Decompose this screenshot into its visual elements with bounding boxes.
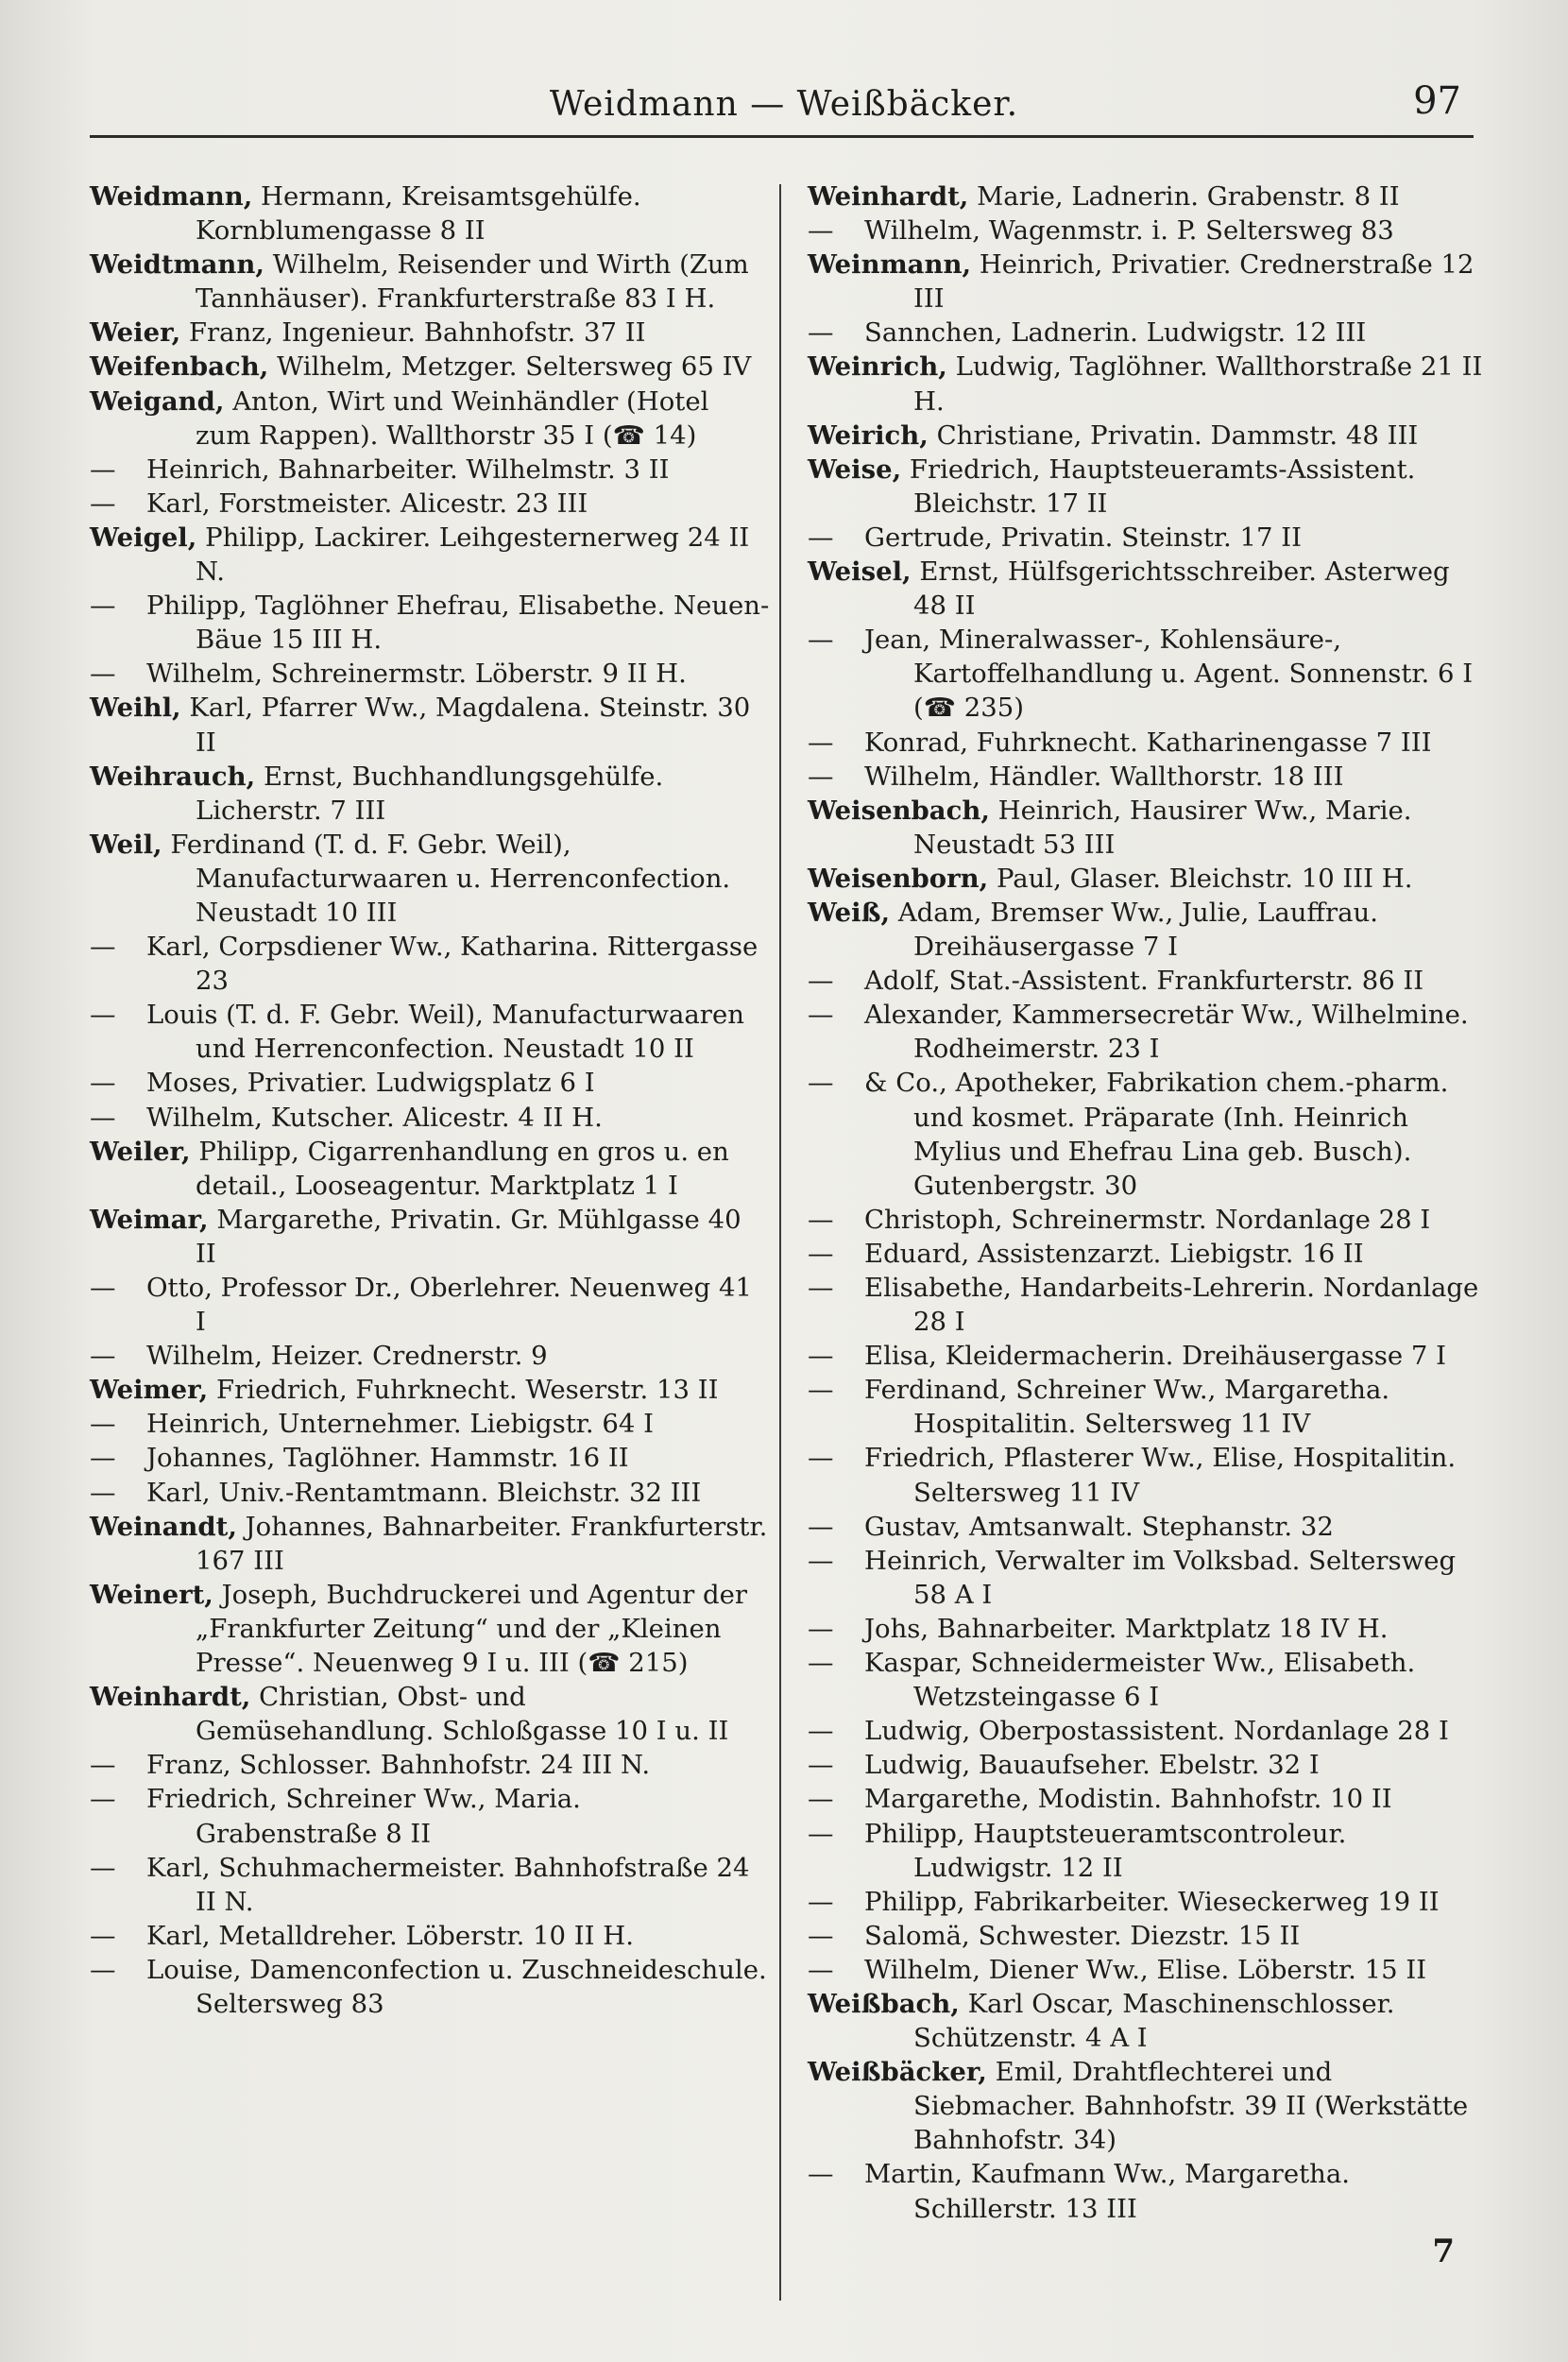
- directory-entry: [808, 2055, 1488, 2157]
- entry-text: Christiane, Privatin. Dammstr. 48 III: [936, 419, 1419, 451]
- directory-entry: [90, 1407, 770, 1441]
- ditto-dash: —: [808, 1750, 834, 1781]
- directory-entry: [808, 1646, 1488, 1714]
- directory-entry: [90, 691, 770, 759]
- directory-entry: [808, 2157, 1488, 2225]
- directory-entry: [808, 1271, 1488, 1339]
- ditto-dash: —: [808, 522, 834, 553]
- entry-surname: Weier,: [90, 317, 181, 349]
- entry-text: Wilhelm, Diener Ww., Elise. Löberstr. 15 II: [864, 1954, 1427, 1985]
- ditto-dash: —: [808, 1273, 834, 1303]
- entry-text: Hermann, Kreisamtsgehülfe. Kornblumengasse 8 II: [196, 181, 641, 247]
- entry-surname: Weinrich,: [808, 351, 947, 383]
- directory-entry: [90, 1373, 770, 1407]
- directory-entry: [808, 419, 1488, 453]
- directory-entry: [90, 453, 770, 487]
- entry-text: Johannes, Bahnarbeiter. Frankfurterstr. 167 III: [196, 1511, 768, 1576]
- directory-entry: [808, 453, 1488, 521]
- directory-entry: [808, 1544, 1488, 1612]
- entry-text: Moses, Privatier. Ludwigsplatz 6 I: [146, 1068, 595, 1099]
- entry-text: Ernst, Buchhandlungsgehülfe. Licherstr. 7 III: [196, 761, 664, 826]
- entry-surname: Weirich,: [808, 419, 929, 451]
- entry-text: Ferdinand, Schreiner Ww., Margaretha. Hospitalitin. Seltersweg 11 IV: [864, 1375, 1390, 1440]
- entry-surname: Weigand,: [90, 385, 225, 417]
- ditto-dash: —: [808, 1716, 834, 1747]
- ditto-dash: —: [808, 1784, 834, 1815]
- entry-text: Wilhelm, Reisender und Wirth (Zum Tannhäuser). Frankfurterstraße 83 I H.: [196, 249, 749, 315]
- directory-entry: [808, 794, 1488, 862]
- entry-text: Philipp, Taglöhner Ehefrau, Elisabethe. Neuen-Bäue 15 III H.: [146, 590, 770, 656]
- directory-entry: [808, 1885, 1488, 1919]
- ditto-dash: —: [808, 1511, 834, 1542]
- entry-text: Adolf, Stat.-Assistent. Frankfurterstr. 86 II: [864, 966, 1424, 997]
- entry-text: Gustav, Amtsanwalt. Stephanstr. 32: [864, 1511, 1334, 1542]
- entry-text: Heinrich, Verwalter im Volksbad. Seltersweg 58 A I: [864, 1545, 1457, 1610]
- entry-text: Sannchen, Ladnerin. Ludwigstr. 12 III: [864, 317, 1367, 349]
- entry-text: Louis (T. d. F. Gebr. Weil), Manufacturwaaren und Herrenconfection. Neustadt 10 II: [146, 1000, 744, 1065]
- directory-entry: [90, 1066, 770, 1100]
- directory-entry: [808, 896, 1488, 964]
- ditto-dash: —: [90, 1443, 116, 1474]
- directory-entry: [808, 998, 1488, 1066]
- entry-text: Wilhelm, Metzger. Seltersweg 65 IV: [277, 351, 752, 383]
- entry-text: Johannes, Taglöhner. Hammstr. 16 II: [146, 1443, 629, 1474]
- entry-text: Adam, Bremser Ww., Julie, Lauffrau. Dreihäusergasse 7 I: [897, 897, 1378, 963]
- entry-surname: Weiß,: [808, 897, 891, 928]
- directory-entry: [90, 1203, 770, 1271]
- directory-entry: [90, 180, 770, 248]
- ditto-dash: —: [90, 1750, 116, 1781]
- directory-entry: [90, 1953, 770, 2021]
- directory-entry: [808, 248, 1488, 316]
- signature-mark: 7: [1432, 2233, 1455, 2270]
- ditto-dash: —: [808, 1613, 834, 1644]
- ditto-dash: —: [90, 659, 116, 690]
- entry-text: Paul, Glaser. Bleichstr. 10 III H.: [996, 863, 1413, 894]
- directory-entry: [90, 385, 770, 453]
- ditto-dash: —: [808, 1954, 834, 1985]
- column-divider: [779, 184, 781, 2301]
- entry-text: Konrad, Fuhrknecht. Katharinengasse 7 III: [864, 727, 1432, 758]
- entry-text: Kaspar, Schneidermeister Ww., Elisabeth. Wetzsteingasse 6 I: [864, 1648, 1416, 1713]
- entry-surname: Weihrauch,: [90, 761, 256, 792]
- directory-entry: [808, 1987, 1488, 2055]
- entry-text: Margarethe, Privatin. Gr. Mühlgasse 40 II: [196, 1204, 741, 1269]
- ditto-dash: —: [90, 1920, 116, 1951]
- ditto-dash: —: [90, 590, 116, 622]
- entry-text: Karl, Forstmeister. Alicestr. 23 III: [146, 488, 588, 519]
- ditto-dash: —: [808, 1341, 834, 1372]
- entry-surname: Weidtmann,: [90, 249, 264, 281]
- entry-text: Alexander, Kammersecretär Ww., Wilhelmine. Rodheimerstr. 23 I: [864, 1000, 1469, 1065]
- directory-entry: [90, 1851, 770, 1919]
- running-title: Weidmann — Weißbäcker.: [549, 85, 1019, 124]
- ditto-dash: —: [90, 1409, 116, 1440]
- ditto-dash: —: [808, 1375, 834, 1406]
- entry-text: Wilhelm, Schreinermstr. Löberstr. 9 II H.: [146, 659, 687, 690]
- entry-surname: Weidmann,: [90, 181, 253, 212]
- directory-entry: [808, 964, 1488, 998]
- entry-surname: Weiler,: [90, 1136, 191, 1167]
- directory-entry: [808, 1510, 1488, 1544]
- ditto-dash: —: [808, 1443, 834, 1474]
- entry-text: Karl Oscar, Maschinenschlosser. Schützenstr. 4 A I: [913, 1988, 1395, 2054]
- entry-surname: Weißbach,: [808, 1988, 960, 2019]
- entry-text: Karl, Corpsdiener Ww., Katharina. Rittergasse 23: [146, 932, 758, 997]
- ditto-dash: —: [90, 1852, 116, 1883]
- entry-text: Elisabethe, Handarbeits-Lehrerin. Nordanlage 28 I: [864, 1273, 1479, 1338]
- entry-surname: Weigel,: [90, 522, 197, 553]
- entry-text: Karl, Pfarrer Ww., Magdalena. Steinstr. 30 II: [189, 693, 751, 758]
- directory-entry: [808, 726, 1488, 760]
- directory-entry: [90, 350, 770, 384]
- ditto-dash: —: [90, 1477, 116, 1508]
- ditto-dash: —: [808, 1648, 834, 1679]
- entry-surname: Weinhardt,: [808, 181, 969, 212]
- entry-surname: Weinmann,: [808, 249, 972, 281]
- entry-text: Karl, Schuhmachermeister. Bahnhofstraße 24 II N.: [146, 1852, 750, 1917]
- entry-text: Philipp, Hauptsteueramtscontroleur. Ludwigstr. 12 II: [864, 1818, 1347, 1883]
- ditto-dash: —: [90, 1273, 116, 1303]
- ditto-dash: —: [90, 1068, 116, 1099]
- entry-text: Friedrich, Hauptsteueramts-Assistent. Bleichstr. 17 II: [909, 454, 1416, 519]
- ditto-dash: —: [90, 488, 116, 519]
- entry-text: Ferdinand (T. d. F. Gebr. Weil), Manufacturwaaren u. Herrenconfection. Neustadt 10 III: [170, 829, 731, 928]
- entry-text: Ernst, Hülfsgerichtsschreiber. Asterweg 48 II: [913, 556, 1450, 622]
- entry-text: Elisa, Kleidermacherin. Dreihäusergasse 7 I: [864, 1341, 1447, 1372]
- directory-entry: [808, 623, 1488, 725]
- entry-surname: Weisenbach,: [808, 795, 990, 826]
- ditto-dash: —: [808, 1886, 834, 1917]
- directory-entry: [90, 998, 770, 1066]
- directory-entry: [90, 1135, 770, 1203]
- directory-entry: [90, 248, 770, 316]
- entry-surname: Weihl,: [90, 693, 181, 724]
- directory-entry: [808, 760, 1488, 794]
- directory-entry: [90, 828, 770, 930]
- ditto-dash: —: [90, 1954, 116, 1985]
- ditto-dash: —: [808, 317, 834, 349]
- entry-text: Otto, Professor Dr., Oberlehrer. Neuenweg 41 I: [146, 1273, 752, 1338]
- directory-entry: [90, 1101, 770, 1135]
- ditto-dash: —: [808, 761, 834, 792]
- entry-text: Heinrich, Hausirer Ww., Marie. Neustadt 53 III: [913, 795, 1412, 860]
- entry-text: Heinrich, Privatier. Crednerstraße 12 III: [913, 249, 1474, 315]
- left-column: [90, 180, 770, 2021]
- entry-surname: Weimer,: [90, 1375, 209, 1406]
- directory-entry: [90, 1748, 770, 1782]
- entry-text: Wilhelm, Heizer. Crednerstr. 9: [146, 1341, 548, 1372]
- entry-text: Martin, Kaufmann Ww., Margaretha. Schillerstr. 13 III: [864, 2159, 1350, 2224]
- entry-text: Philipp, Lackirer. Leihgesternerweg 24 II N.: [196, 522, 750, 588]
- ditto-dash: —: [808, 1000, 834, 1031]
- ditto-dash: —: [90, 932, 116, 963]
- ditto-dash: —: [808, 727, 834, 758]
- entry-text: Philipp, Fabrikarbeiter. Wieseckerweg 19 II: [864, 1886, 1440, 1917]
- directory-entry: [808, 1441, 1488, 1509]
- directory-entry: [808, 214, 1488, 248]
- entry-text: Wilhelm, Händler. Wallthorstr. 18 III: [864, 761, 1344, 792]
- directory-entry: [90, 1271, 770, 1339]
- directory-entry: [808, 1066, 1488, 1202]
- directory-entry: [90, 760, 770, 828]
- entry-surname: Weimar,: [90, 1204, 209, 1235]
- entry-text: Salomä, Schwester. Diezstr. 15 II: [864, 1920, 1301, 1951]
- directory-entry: [90, 1441, 770, 1475]
- directory-entry: [90, 1680, 770, 1748]
- header-rule: [90, 135, 1474, 138]
- directory-entry: [90, 930, 770, 998]
- ditto-dash: —: [90, 1341, 116, 1372]
- directory-entry: [808, 1612, 1488, 1646]
- entry-text: Wilhelm, Wagenmstr. i. P. Seltersweg 83: [864, 215, 1394, 247]
- directory-entry: [90, 1782, 770, 1850]
- ditto-dash: —: [808, 1238, 834, 1269]
- entry-text: Christian, Obst- und Gemüsehandlung. Schloßgasse 10 I u. II: [196, 1682, 729, 1747]
- entry-text: Christoph, Schreinermstr. Nordanlage 28 I: [864, 1204, 1431, 1235]
- entry-surname: Weisel,: [808, 556, 912, 588]
- directory-entry: [808, 316, 1488, 350]
- entry-surname: Weinhardt,: [90, 1682, 251, 1713]
- ditto-dash: —: [90, 1784, 116, 1815]
- entry-text: Emil, Drahtflechterei und Siebmacher. Bahnhofstr. 39 II (Werkstätte Bahnhofstr. 34): [913, 2057, 1469, 2156]
- entry-text: Heinrich, Unternehmer. Liebigstr. 64 I: [146, 1409, 655, 1440]
- entry-text: Johs, Bahnarbeiter. Marktplatz 18 IV H.: [864, 1613, 1389, 1644]
- directory-entry: [808, 1714, 1488, 1748]
- entry-text: Ludwig, Bauaufseher. Ebelstr. 32 I: [864, 1750, 1320, 1781]
- ditto-dash: —: [808, 1204, 834, 1235]
- directory-entry: [808, 1817, 1488, 1885]
- entry-text: Margarethe, Modistin. Bahnhofstr. 10 II: [864, 1784, 1392, 1815]
- directory-entry: [808, 1782, 1488, 1816]
- entry-text: Karl, Metalldreher. Löberstr. 10 II H.: [146, 1920, 634, 1951]
- directory-entry: [808, 1919, 1488, 1953]
- ditto-dash: —: [808, 1818, 834, 1849]
- entry-text: Karl, Univ.-Rentamtmann. Bleichstr. 32 III: [146, 1477, 702, 1508]
- directory-entry: [808, 1339, 1488, 1373]
- entry-text: Joseph, Buchdruckerei und Agentur der „Frankfurter Zeitung“ und der „Kleinen Presse“. Neuenweg 9 I u. III (☎ 215): [196, 1579, 748, 1679]
- directory-entry: [808, 521, 1488, 555]
- entry-text: Wilhelm, Kutscher. Alicestr. 4 II H.: [146, 1102, 603, 1133]
- ditto-dash: —: [90, 1000, 116, 1031]
- entry-text: Friedrich, Schreiner Ww., Maria. Grabenstraße 8 II: [146, 1784, 581, 1849]
- page-header: [90, 76, 1478, 134]
- entry-text: Gertrude, Privatin. Steinstr. 17 II: [864, 522, 1302, 553]
- entry-text: Anton, Wirt und Weinhändler (Hotel zum Rappen). Wallthorstr 35 I (☎ 14): [196, 385, 709, 451]
- ditto-dash: —: [808, 215, 834, 247]
- directory-entry: [90, 1510, 770, 1578]
- directory-entry: [90, 1476, 770, 1510]
- directory-entry: [90, 487, 770, 521]
- directory-entry: [808, 1748, 1488, 1782]
- entry-surname: Weinert,: [90, 1579, 213, 1610]
- directory-entry: [808, 1953, 1488, 1987]
- entry-text: Jean, Mineralwasser-, Kohlensäure-, Kartoffelhandlung u. Agent. Sonnenstr. 6 I (☎ 235): [864, 625, 1474, 724]
- directory-entry: [90, 521, 770, 589]
- directory-entry: [808, 862, 1488, 896]
- ditto-dash: —: [808, 625, 834, 656]
- entry-surname: Weisenborn,: [808, 863, 989, 894]
- ditto-dash: —: [808, 1545, 834, 1576]
- ditto-dash: —: [808, 2159, 834, 2190]
- entry-surname: Weil,: [90, 829, 162, 860]
- entry-surname: Weinandt,: [90, 1511, 237, 1542]
- ditto-dash: —: [808, 966, 834, 997]
- directory-entry: [808, 180, 1488, 214]
- page-number: 97: [1413, 79, 1461, 123]
- directory-entry: [90, 1339, 770, 1373]
- directory-entry: [90, 1919, 770, 1953]
- entry-text: Louise, Damenconfection u. Zuschneideschule. Seltersweg 83: [146, 1954, 767, 2019]
- directory-entry: [808, 350, 1488, 418]
- entry-surname: Weise,: [808, 454, 902, 485]
- entry-text: Philipp, Cigarrenhandlung en gros u. en detail., Looseagentur. Marktplatz 1 I: [196, 1136, 729, 1201]
- directory-entry: [808, 1373, 1488, 1441]
- directory-entry: [90, 1578, 770, 1680]
- ditto-dash: —: [90, 1102, 116, 1133]
- entry-text: & Co., Apotheker, Fabrikation chem.-pharm. und kosmet. Präparate (Inh. Heinrich Mylius und Ehefrau Lina geb. Busch). Gutenbergstr. 30: [864, 1068, 1449, 1201]
- directory-entry: [808, 1203, 1488, 1237]
- entry-text: Franz, Schlosser. Bahnhofstr. 24 III N.: [146, 1750, 651, 1781]
- ditto-dash: —: [90, 454, 116, 485]
- directory-entry: [90, 316, 770, 350]
- directory-entry: [808, 555, 1488, 623]
- directory-entry: [90, 589, 770, 657]
- entry-text: Friedrich, Pflasterer Ww., Elise, Hospitalitin. Seltersweg 11 IV: [864, 1443, 1457, 1508]
- entry-text: Friedrich, Fuhrknecht. Weserstr. 13 II: [216, 1375, 719, 1406]
- entry-text: Eduard, Assistenzarzt. Liebigstr. 16 II: [864, 1238, 1364, 1269]
- entry-surname: Weifenbach,: [90, 351, 269, 383]
- entry-surname: Weißbäcker,: [808, 2057, 987, 2088]
- ditto-dash: —: [808, 1068, 834, 1099]
- entry-text: Franz, Ingenieur. Bahnhofstr. 37 II: [188, 317, 646, 349]
- entry-text: Ludwig, Taglöhner. Wallthorstraße 21 II H.: [913, 351, 1483, 417]
- entry-text: Heinrich, Bahnarbeiter. Wilhelmstr. 3 II: [146, 454, 670, 485]
- directory-entry: [90, 657, 770, 691]
- right-column: [808, 180, 1488, 2226]
- directory-entry: [808, 1237, 1488, 1271]
- ditto-dash: —: [808, 1920, 834, 1951]
- entry-text: Marie, Ladnerin. Grabenstr. 8 II: [977, 181, 1400, 212]
- entry-text: Ludwig, Oberpostassistent. Nordanlage 28 I: [864, 1716, 1449, 1747]
